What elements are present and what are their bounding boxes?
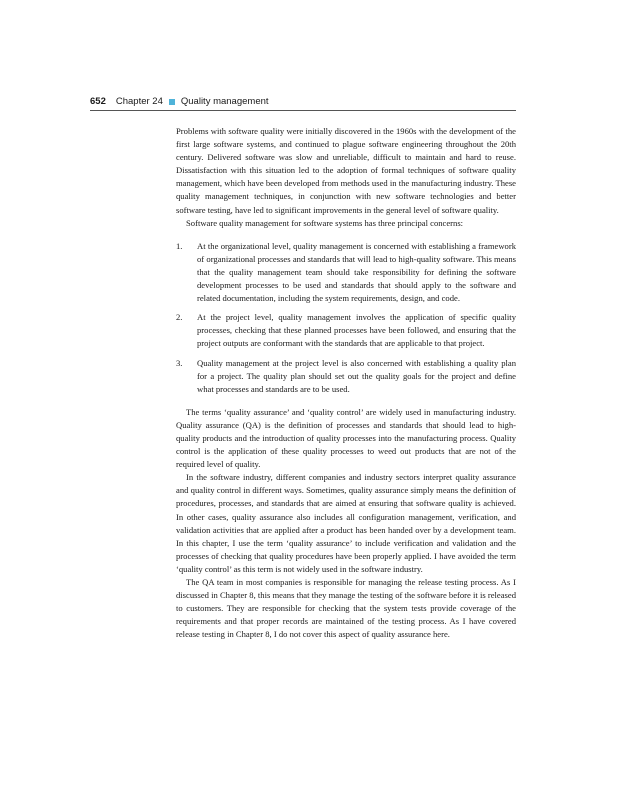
paragraph: Software quality management for software systems has three principal concerns: bbox=[186, 217, 464, 228]
paragraph: The QA team in most companies is responsible for managing the release testing process. As I discussed in Chapter 8, this means that they manage the testing of the software before it is released to customers. They are responsible for checking that the system tests provide coverage of the requirements and that proper records are maintained of the testing process. As I have covered release testing in Chapter 8, I do not cover this aspect of quality assurance here. bbox=[176, 577, 516, 640]
paragraph: In the software industry, different companies and industry sectors interpret quality assurance and quality control in different ways. Sometimes, quality assurance simply means the definition of procedures, processes, and standards that are aimed at ensuring that software quality is achieved. In other cases, quality assurance also includes all configuration management, verification, and validation activities that are applied after a product has been handed over by a development team. In this chapter, I use the term ‘quality assurance’ to include verification and validation and the processes of checking that quality procedures have been properly applied. I have avoided the term ‘quality control’ as this term is not widely used in the software industry. bbox=[176, 472, 516, 574]
page-number: 652 bbox=[90, 96, 106, 107]
list-item bbox=[176, 357, 516, 396]
header-rule bbox=[90, 110, 516, 111]
section-title: Quality management bbox=[180, 96, 269, 107]
list-item-number: 3. bbox=[176, 357, 183, 368]
list-item-text: Quality management at the project level is also concerned with establishing a quality plan for a project. The quality plan should set out the quality goals for the project and define what processes and standards are to be used. bbox=[197, 357, 516, 394]
running-header bbox=[90, 96, 516, 107]
concerns-list bbox=[176, 240, 516, 396]
paragraph: Problems with software quality were initially discovered in the 1960s with the development of the first large software systems, and continued to plague software engineering throughout the 20th century. Delivered software was slow and unreliable, difficult to maintain and hard to reuse. Dissatisfaction with this situation led to the adoption of formal techniques of software quality management, which have been developed from methods used in the manufacturing industry. These quality management techniques, in conjunction with new software technologies and better software testing, have led to significant improvements in the general level of software quality. bbox=[176, 126, 516, 215]
body-text bbox=[176, 125, 516, 641]
separator-square-icon bbox=[169, 99, 175, 105]
chapter-label: Chapter 24 bbox=[115, 96, 163, 107]
list-item-text: At the project level, quality management involves the application of specific quality processes, checking that these planned processes have been followed, and ensuring that the project outputs are conformant with the standards that are applicable to that project. bbox=[197, 312, 516, 349]
list-item bbox=[176, 311, 516, 350]
paragraph: The terms ‘quality assurance’ and ‘quality control’ are widely used in manufacturing industry. Quality assurance (QA) is the definition of processes and standards that should lead to high-quality products and the introduction of quality processes into the manufacturing process. Quality control is the application of these quality processes to weed out products that are not of the required level of quality. bbox=[176, 406, 516, 470]
list-item bbox=[176, 240, 516, 305]
list-item-number: 2. bbox=[176, 312, 183, 323]
list-item-text: At the organizational level, quality management is concerned with establishing a framework of organizational processes and standards that will lead to high-quality software. This means that the quality management team should take responsibility for defining the software development processes to be used and standards that should apply to the software and related documentation, including the system requirements, design, and code. bbox=[197, 240, 516, 304]
list-item-number: 1. bbox=[176, 240, 183, 251]
